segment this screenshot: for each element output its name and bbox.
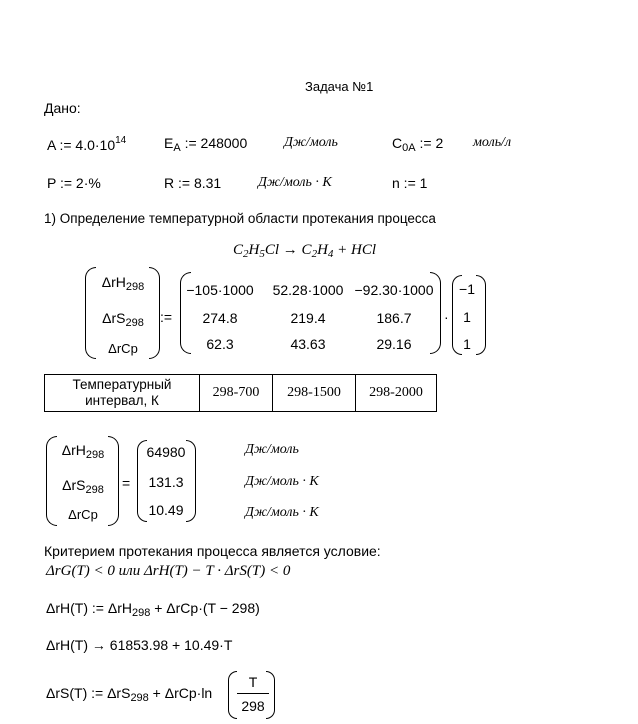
reaction-equation: $C_2H_5Cl \to C_2H_4$ + HCl (233, 242, 377, 260)
table-cell: 298-1500 (273, 375, 356, 412)
coeff-cell: 1 (463, 309, 471, 325)
vector-label-dS: ΔrS$_{298}$ (62, 477, 104, 496)
right-paren (149, 267, 160, 359)
table-header-cell: Температурный интервал, К (45, 375, 200, 412)
coeff-cell: −1 (459, 281, 475, 297)
assign-operator: := (160, 309, 173, 325)
matrix-cell: −105·1000 (186, 282, 254, 298)
section-heading: 1) Определение температурной области протекания процесса (44, 211, 436, 226)
table-row (45, 375, 437, 412)
table-cell: 298-2000 (356, 375, 437, 412)
table-cell: 298-700 (200, 375, 273, 412)
criterion-text: Критерием протекания процесса является условие: (44, 543, 381, 559)
matrix-cell: 219.4 (290, 310, 326, 326)
result-value: 131.3 (148, 474, 184, 490)
matrix-cell: 43.63 (290, 336, 326, 352)
matrix-cell: 274.8 (202, 310, 238, 326)
right-paren (430, 272, 441, 354)
given-label: Дано: (44, 100, 81, 116)
matrix-cell: 52.28·1000 (272, 282, 344, 298)
given-n: n := 1 (392, 175, 428, 191)
page-title: Задача №1 (305, 79, 374, 94)
given-EA: $E_A$ := 248000 (164, 135, 248, 154)
equals-operator: = (122, 475, 131, 491)
result-unit: Дж/моль · К (245, 474, 319, 489)
right-paren (186, 440, 196, 522)
matrix-cell: 62.3 (206, 336, 234, 352)
dot-operator: · (444, 309, 449, 325)
matrix-cell: −92.30·1000 (354, 282, 434, 298)
given-A: A := $4.0\cdot 10^{14}$ (47, 135, 127, 153)
vector-label-dCp: ΔrCp (68, 507, 98, 522)
result-unit: Дж/моль · К (245, 505, 319, 520)
matrix-cell: 29.16 (376, 336, 412, 352)
interval-table (44, 374, 437, 412)
right-paren (266, 671, 275, 719)
dH-evaluation: ΔrH(T) → 61853.98 + 10.49·T (46, 637, 233, 653)
right-paren (108, 436, 119, 526)
vector-label-dCp: ΔrCp (108, 341, 138, 356)
fraction-denominator: 298 (241, 698, 265, 714)
result-unit: Дж/моль (245, 442, 299, 457)
given-EA-unit: Дж/моль (284, 135, 338, 150)
result-value: 64980 (146, 444, 186, 460)
coeff-cell: 1 (463, 336, 471, 352)
dH-definition: ΔrH(T) := ΔrH$_{298}$ + ΔrCp·(T − 298) (46, 600, 260, 619)
dS-definition: ΔrS(T) := ΔrS$_{298}$ + ΔrCp·ln (46, 685, 213, 704)
given-P: P := 2·% (47, 175, 101, 191)
vector-label-dS: ΔrS$_{298}$ (102, 310, 144, 329)
right-paren (476, 275, 486, 355)
fraction-numerator: T (248, 674, 258, 690)
given-C0A: $C_{0A}$ := 2 (392, 135, 444, 154)
matrix-cell: 186.7 (376, 310, 412, 326)
result-value: 10.49 (148, 502, 184, 518)
fraction-bar (237, 693, 269, 694)
vector-label-dH: ΔrH$_{298}$ (61, 442, 105, 461)
vector-label-dH: ΔrH$_{298}$ (101, 274, 145, 293)
given-C0A-unit: моль/л (473, 135, 512, 150)
given-R: R := 8.31 (164, 175, 222, 191)
criterion-formula: ΔrG(T) < 0 или ΔrH(T) − T · ΔrS(T) < 0 (46, 563, 291, 579)
given-R-unit: Дж/моль · К (258, 175, 332, 190)
